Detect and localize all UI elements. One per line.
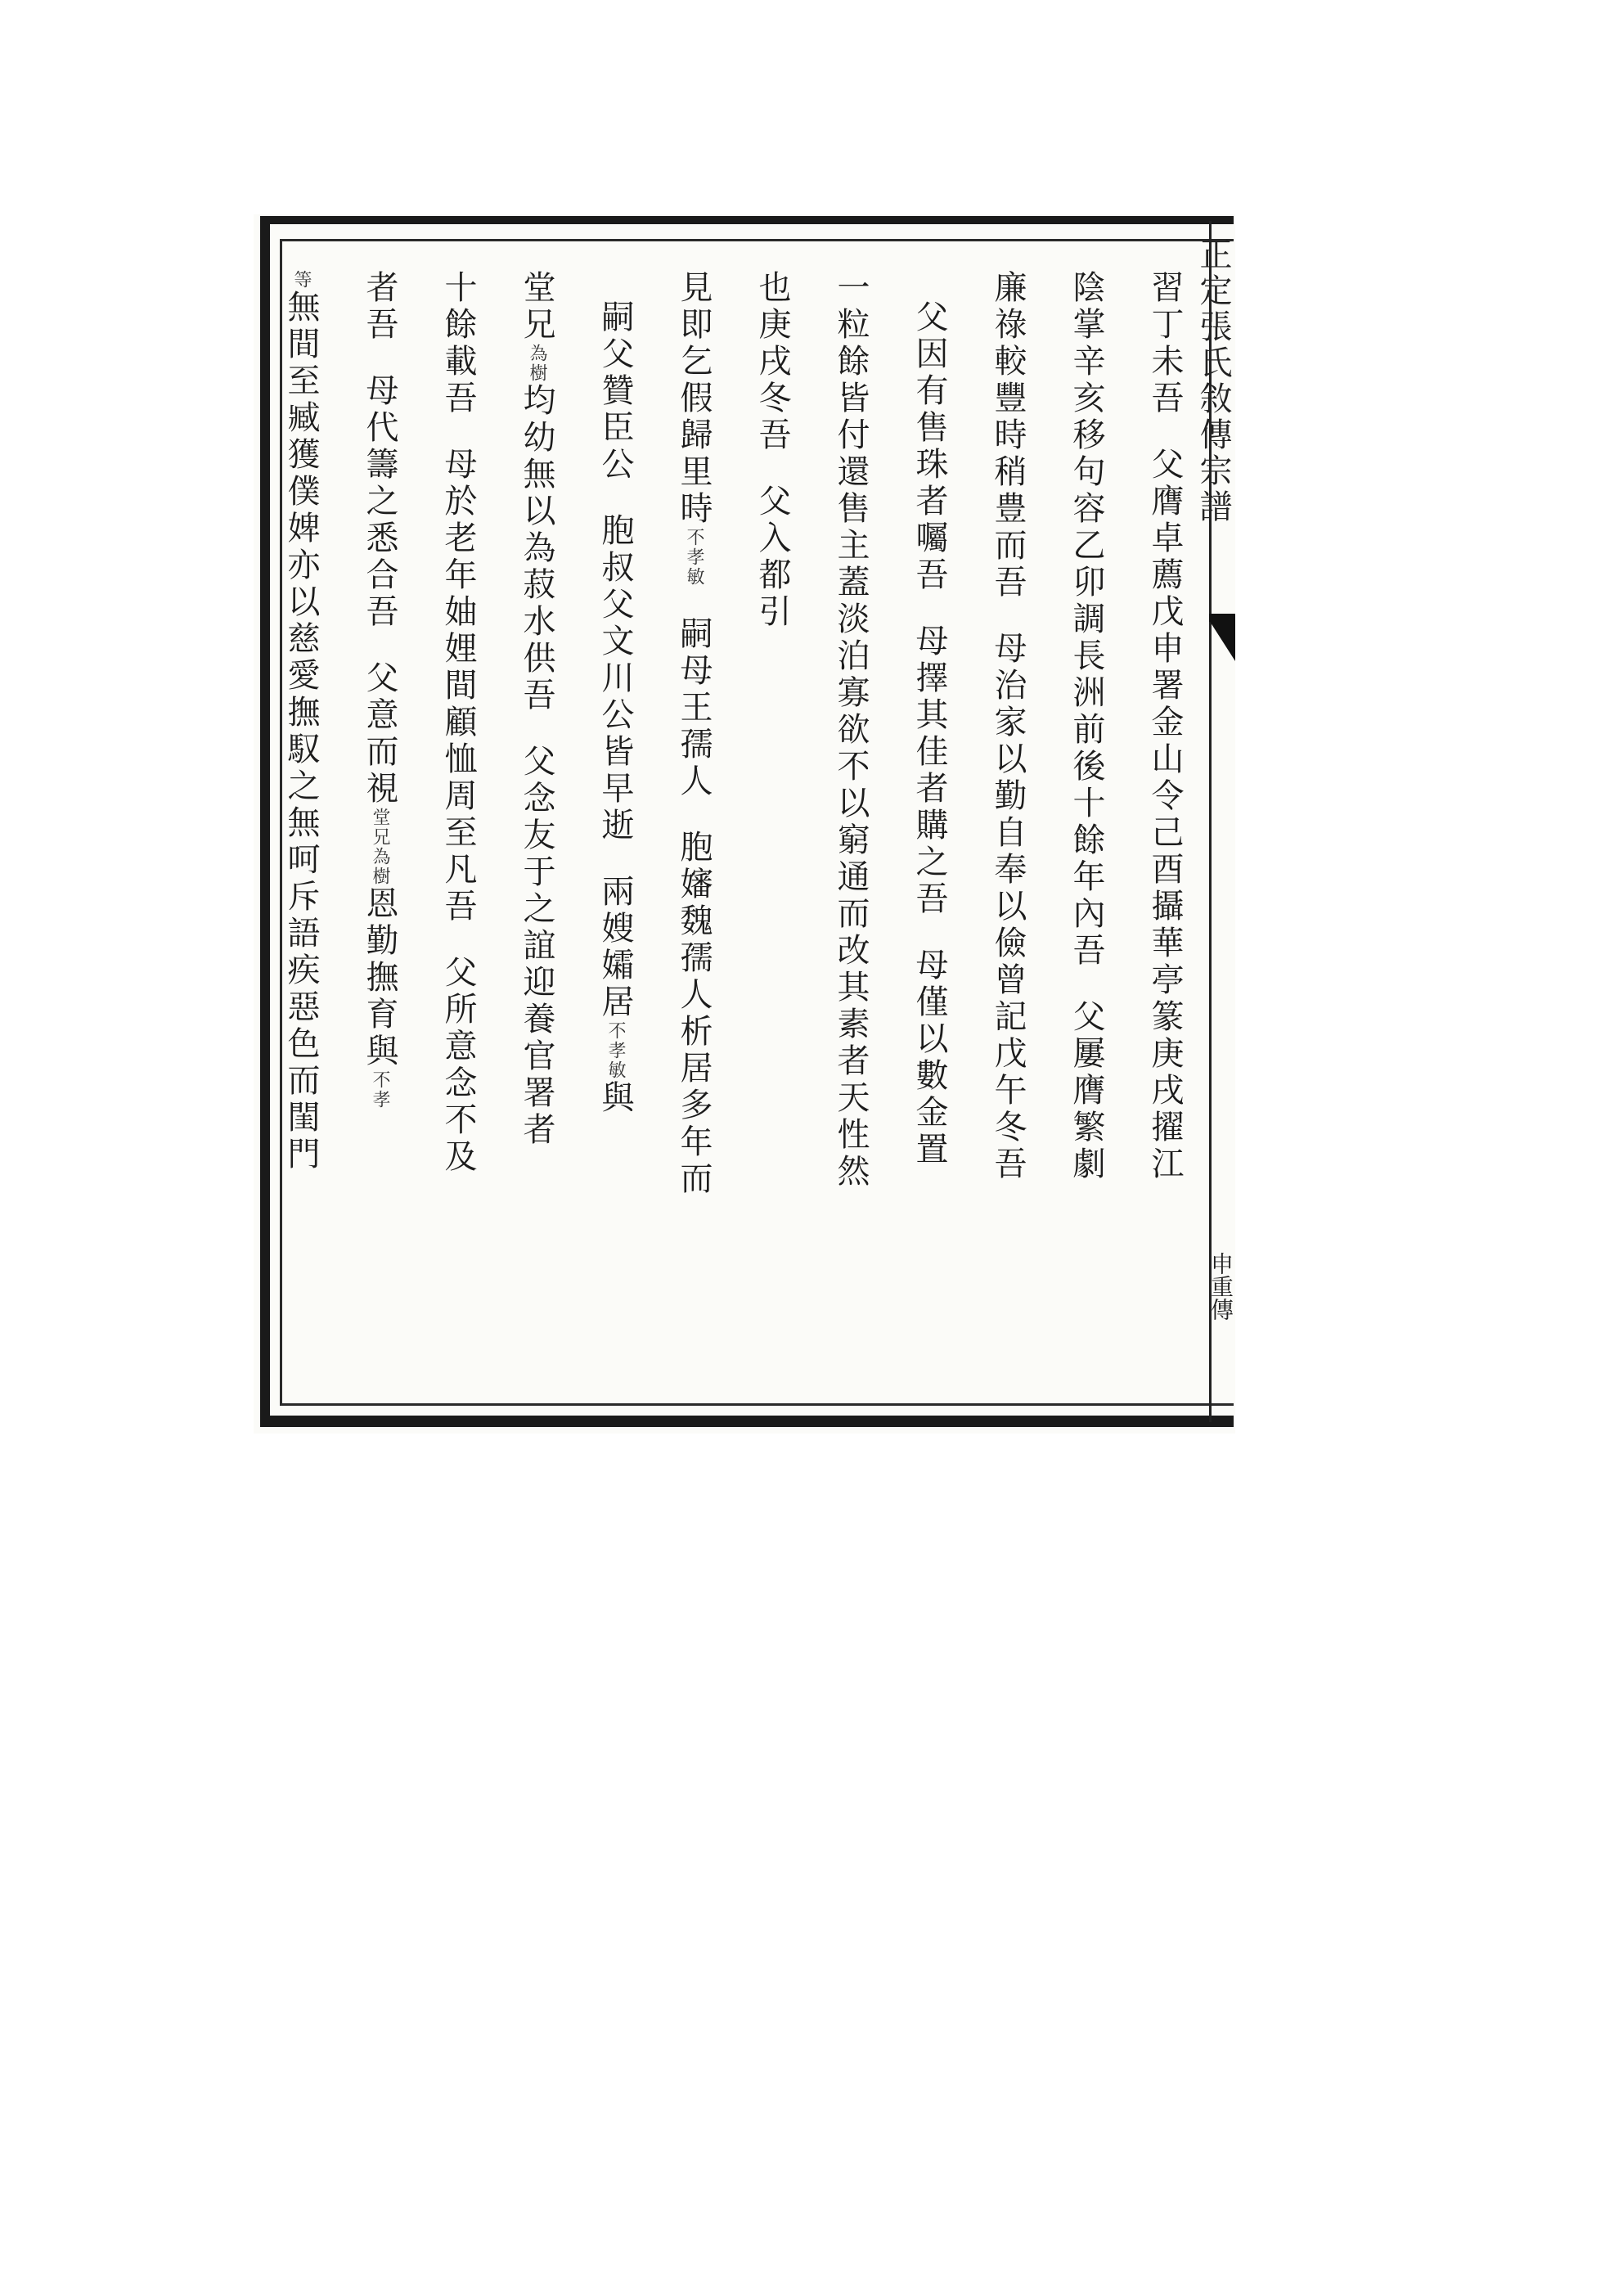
text-body	[282, 270, 1203, 1399]
text-column	[420, 270, 496, 1399]
text-segment: 嗣父贊臣公	[596, 299, 634, 484]
text-segment: 父屢膺繁劇	[1068, 999, 1105, 1183]
text-segment: 無間至臧獲僕婢亦以慈愛撫馭之無呵斥語疾惡色而閨門	[282, 290, 320, 1173]
text-column	[970, 270, 1045, 1399]
text-segment: 堂兄	[518, 270, 555, 344]
text-segment: 與	[596, 1080, 634, 1117]
text-segment: 兩嫂孀居	[596, 874, 634, 1021]
text-segment: 父意而視	[361, 660, 398, 808]
text-column	[1127, 270, 1203, 1399]
text-segment: 父所意念不及	[439, 955, 477, 1176]
text-segment: 習丁未吾	[1146, 270, 1184, 417]
text-segment: 均幼無以為菽水供吾	[518, 383, 555, 714]
text-column	[578, 270, 653, 1399]
text-segment: 母擇其佳者購之吾	[910, 624, 948, 918]
text-segment: 陰掌辛亥移句容乙卯調長洲前後十餘年內吾	[1068, 270, 1105, 970]
interlinear-note: 為樹	[527, 344, 547, 383]
interlinear-note: 不孝	[370, 1070, 390, 1110]
text-segment: 母代籌之悉合吾	[361, 373, 398, 631]
text-column	[342, 270, 417, 1399]
text-segment: 者吾	[361, 270, 398, 344]
interlinear-note: 堂兄為樹	[370, 808, 390, 886]
text-column	[892, 270, 967, 1399]
text-segment: 十餘載吾	[439, 270, 477, 417]
text-segment: 父入都引	[753, 484, 791, 631]
text-segment: 嗣母王孺人	[675, 616, 713, 800]
text-column	[735, 270, 810, 1399]
text-segment: 母於老年妯娌間顧恤周至凡吾	[439, 447, 477, 925]
text-segment: 一粒餘皆付還售主蓋淡泊寡欲不以窮通而改其素者天性然	[832, 270, 870, 1191]
text-column	[1049, 270, 1124, 1399]
interlinear-note: 不孝敏	[605, 1021, 626, 1080]
text-column	[813, 270, 888, 1399]
text-segment: 見即乞假歸里時	[675, 270, 713, 528]
text-column	[499, 270, 574, 1399]
fishtail-mark	[1209, 620, 1235, 661]
interlinear-note: 等	[291, 270, 312, 290]
text-segment: 廉祿較豐時稍豊而吾	[989, 270, 1027, 601]
text-segment: 母治家以勤自奉以儉曾記戊午冬吾	[989, 631, 1027, 1183]
text-column	[263, 270, 339, 1399]
text-segment: 父念友于之誼迎養官署者	[518, 744, 555, 1149]
spine-title: 正定張氏敘傳宗譜	[1194, 237, 1232, 525]
text-column	[656, 270, 731, 1399]
text-segment: 父因有售珠者囑吾	[910, 299, 948, 594]
text-segment: 胞叔父文川公皆早逝	[596, 513, 634, 844]
interlinear-note: 不孝敏	[684, 528, 704, 587]
text-segment: 父膺卓薦戊申署金山令己酉攝華亭篆庚戌擢江	[1146, 447, 1184, 1183]
spine-bottom-label: 申重傳	[1207, 1252, 1234, 1321]
text-segment: 恩勤撫育與	[361, 886, 398, 1070]
text-segment: 也庚戌冬吾	[753, 270, 791, 454]
text-segment: 胞嬸魏孺人析居多年而	[675, 830, 713, 1198]
text-segment: 母僅以數金置	[910, 948, 948, 1168]
